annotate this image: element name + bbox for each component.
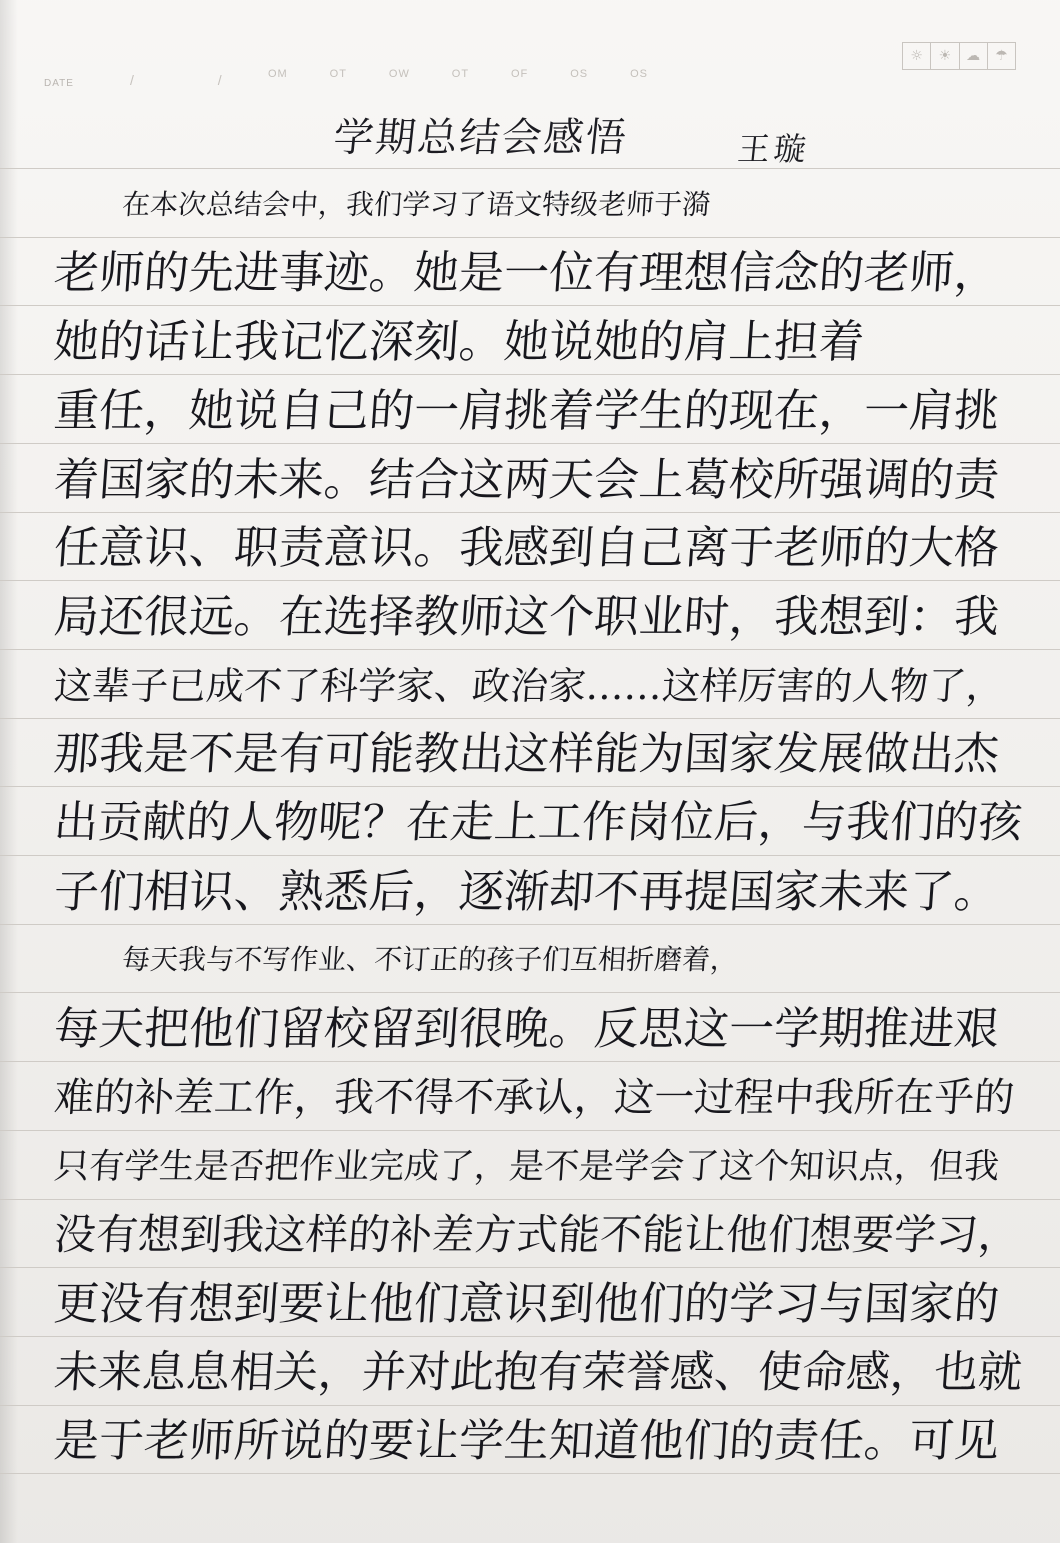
umbrella-icon: ☂ (995, 48, 1008, 64)
partly-sunny-icon: ☀ (931, 43, 959, 69)
ruled-line (0, 512, 1060, 513)
weekday-tue: OT (329, 68, 347, 80)
cloud-icon: ☁ (960, 43, 988, 69)
weekday-row (268, 68, 648, 80)
essay-title: 学期总结会感悟 (331, 115, 631, 161)
essay-line: 每天把他们留校留到很晚。反思这一学期推进艰 (52, 1002, 1002, 1055)
weekday-thu: OT (451, 68, 470, 80)
ruled-line (0, 580, 1060, 581)
ruled-line (0, 649, 1060, 650)
weekday-wed: OW (388, 68, 410, 80)
ruled-line (0, 443, 1060, 444)
ruled-line (0, 1336, 1060, 1337)
ruled-line (0, 924, 1060, 925)
ruled-line (0, 1130, 1060, 1131)
essay-line: 难的补差工作，我不得不承认，这一过程中我所在乎的 (52, 1075, 1016, 1121)
essay-line: 子们相识、熟悉后，逐渐却不再提国家未来了。 (52, 865, 1002, 918)
weekday-fri: OF (511, 68, 529, 80)
date-label: DATE (44, 78, 74, 89)
weekday-mon: OM (268, 68, 288, 80)
essay-line: 那我是不是有可能教出这样能为国家发展做出杰 (52, 727, 1002, 780)
weather-box (902, 42, 1016, 70)
essay-line: 重任，她说自己的一肩挑着学生的现在，一肩挑 (52, 384, 1002, 437)
essay-line: 是于老师所说的要让学生知道他们的责任。可见 (52, 1414, 1002, 1467)
ruled-line (0, 718, 1060, 719)
essay-line: 更没有想到要让他们意识到他们的学习与国家的 (52, 1277, 1002, 1330)
ruled-line (0, 374, 1060, 375)
ruled-line (0, 237, 1060, 238)
essay-line: 着国家的未来。结合这两天会上葛校所强调的责 (52, 453, 1002, 506)
essay-line: 她的话让我记忆深刻。她说她的肩上担着 (52, 315, 867, 368)
page-edge-shadow (0, 0, 18, 1543)
ruled-line (0, 1061, 1060, 1062)
date-separators: / / (130, 72, 262, 88)
ruled-line (0, 305, 1060, 306)
essay-line: 没有想到我这样的补差方式能不能让他们想要学习， (52, 1210, 1022, 1259)
ruled-line (0, 786, 1060, 787)
ruled-line (0, 1473, 1060, 1474)
essay-line: 每天我与不写作业、不订正的孩子们互相折磨着， (120, 943, 740, 976)
sun-icon: ☼ (903, 43, 931, 69)
essay-line: 局还很远。在选择教师这个职业时，我想到：我 (52, 590, 1002, 643)
ruled-line (0, 992, 1060, 993)
essay-line: 出贡献的人物呢？在走上工作岗位后，与我们的孩 (52, 797, 1024, 848)
weekday-sun: OS (630, 68, 648, 80)
essay-author: 王璇 (735, 130, 812, 168)
ruled-line (0, 1199, 1060, 1200)
essay-line: 任意识、职责意识。我感到自己离于老师的大格 (52, 521, 1002, 574)
essay-line: 在本次总结会中，我们学习了语文特级老师于漪 (120, 188, 712, 221)
ruled-line (0, 1267, 1060, 1268)
essay-line: 只有学生是否把作业完成了，是不是学会了这个知识点，但我 (52, 1147, 1001, 1187)
ruled-line (0, 168, 1060, 169)
ruled-line (0, 1405, 1060, 1406)
ruled-line (0, 855, 1060, 856)
weekday-sat: OS (570, 68, 589, 80)
essay-line: 老师的先进事迹。她是一位有理想信念的老师， (52, 246, 1002, 299)
essay-line: 这辈子已成不了科学家、政治家……这样厉害的人物了， (52, 664, 1006, 708)
essay-line: 未来息息相关，并对此抱有荣誉感、使命感，也就 (52, 1347, 1024, 1398)
page-header (0, 48, 1060, 100)
